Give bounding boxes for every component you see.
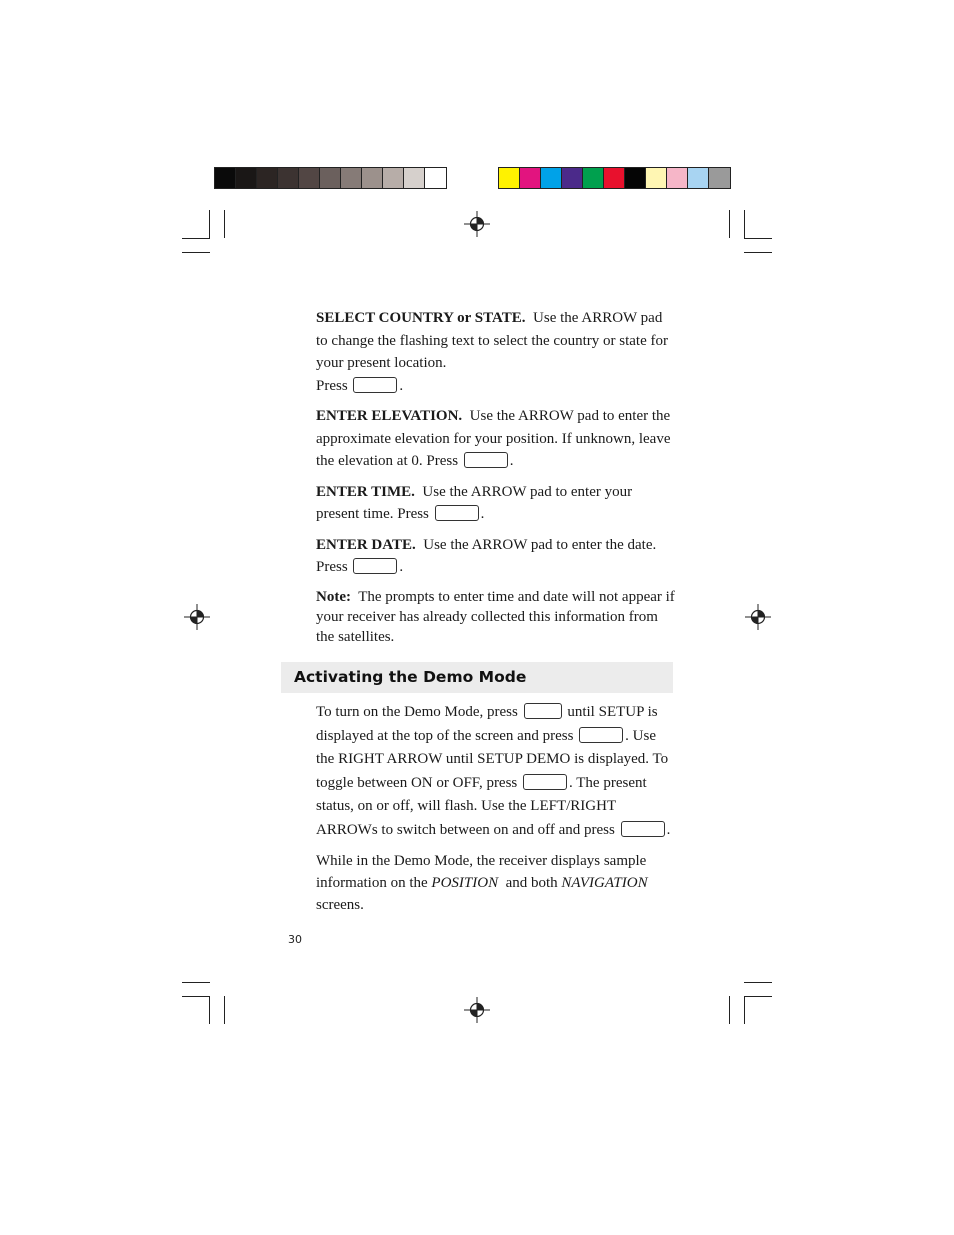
crop-mark xyxy=(729,210,730,238)
enter-key-icon xyxy=(353,377,397,393)
enter-date-title: ENTER DATE. xyxy=(316,536,416,553)
select-country-title: SELECT COUNTRY or STATE. xyxy=(316,310,526,326)
enter-key-icon xyxy=(435,505,479,521)
grayscale-swatch xyxy=(383,168,404,188)
enter-time-title: ENTER TIME. xyxy=(316,483,415,500)
grayscale-swatch xyxy=(278,168,299,188)
note-paragraph xyxy=(316,587,676,647)
color-swatch xyxy=(562,168,583,188)
enter-key-icon xyxy=(621,821,665,837)
demo-text-a: To turn on the Demo Mode, press xyxy=(316,704,518,720)
crop-mark xyxy=(224,996,225,1024)
grayscale-bar xyxy=(214,167,447,189)
enter-time-text: Use the ARROW pad to enter your present time. Press xyxy=(316,483,633,522)
period: . xyxy=(399,377,404,394)
enter-key-icon xyxy=(353,558,397,574)
crop-mark xyxy=(744,238,772,239)
crop-mark xyxy=(182,996,210,997)
demo-text-c: . Use the RIGHT ARROW until SETUP DEMO is displayed. To toggle between ON or OFF, press xyxy=(316,727,669,791)
registration-mark-icon xyxy=(464,211,490,237)
grayscale-swatch xyxy=(215,168,236,188)
demo-text-e: . xyxy=(666,821,671,838)
crop-mark xyxy=(744,210,745,238)
period: . xyxy=(399,559,404,575)
crop-mark xyxy=(744,996,772,997)
color-swatch xyxy=(625,168,646,188)
crop-mark xyxy=(209,210,210,238)
demo-info-c: screens. xyxy=(316,897,364,913)
registration-mark-icon xyxy=(745,604,771,630)
demo-mode-paragraph xyxy=(316,701,676,842)
color-swatch xyxy=(688,168,709,188)
color-swatch xyxy=(667,168,688,188)
grayscale-swatch xyxy=(341,168,362,188)
demo-text-b: until SETUP is displayed at the top of the screen and press xyxy=(316,704,658,744)
grayscale-swatch xyxy=(320,168,341,188)
enter-elevation-title: ENTER ELEVATION. xyxy=(316,408,463,424)
position-screen-name: POSITION xyxy=(431,875,499,891)
color-swatch xyxy=(541,168,562,188)
period: . xyxy=(509,453,514,469)
crop-mark xyxy=(729,996,730,1024)
grayscale-swatch xyxy=(404,168,425,188)
enter-key-icon xyxy=(579,727,623,743)
color-bar xyxy=(498,167,731,189)
grayscale-swatch xyxy=(425,168,446,188)
color-swatch xyxy=(499,168,520,188)
enter-key-icon xyxy=(464,452,508,468)
crop-mark xyxy=(182,252,210,253)
select-country-text: Use the ARROW pad to change the flashing text to select the country or state for your present location. xyxy=(316,310,668,371)
grayscale-swatch xyxy=(362,168,383,188)
press-label: Press xyxy=(316,559,348,575)
demo-text-d: . The present status, on or off, will flash. Use the LEFT/RIGHT ARROWs to switch between on and off and press xyxy=(316,774,647,838)
grayscale-swatch xyxy=(299,168,320,188)
registration-mark-icon xyxy=(184,604,210,630)
crop-mark xyxy=(182,238,210,239)
enter-elevation-paragraph xyxy=(316,405,676,473)
page-number: 30 xyxy=(288,933,302,946)
section-heading: Activating the Demo Mode xyxy=(281,662,673,693)
menu-key-icon xyxy=(524,703,562,719)
instructions-section xyxy=(316,307,676,655)
grayscale-swatch xyxy=(257,168,278,188)
registration-mark-icon xyxy=(464,997,490,1023)
enter-elevation-text: Use the ARROW pad to enter the approximate elevation for your position. If unknown, leave the elevation at 0. Press xyxy=(316,408,671,469)
navigation-screen-name: NAVIGATION xyxy=(561,875,648,891)
crop-mark xyxy=(744,252,772,253)
note-text: The prompts to enter time and date will not appear if your receiver has already collected this information from the satellites. xyxy=(316,588,675,645)
demo-mode-section xyxy=(316,701,676,924)
press-label: Press xyxy=(316,377,348,394)
color-swatch xyxy=(520,168,541,188)
color-swatch xyxy=(583,168,604,188)
color-swatch xyxy=(646,168,667,188)
select-country-paragraph xyxy=(316,307,676,375)
demo-info-b: and both xyxy=(505,875,558,891)
crop-mark xyxy=(744,996,745,1024)
enter-time-paragraph xyxy=(316,481,676,526)
grayscale-swatch xyxy=(236,168,257,188)
color-swatch xyxy=(709,168,730,188)
crop-mark xyxy=(224,210,225,238)
crop-mark xyxy=(182,982,210,983)
period: . xyxy=(480,506,485,522)
color-swatch xyxy=(604,168,625,188)
enter-key-icon xyxy=(523,774,567,790)
crop-mark xyxy=(744,982,772,983)
enter-date-text: Use the ARROW pad to enter the date. xyxy=(423,536,657,553)
note-label: Note: xyxy=(316,588,351,605)
demo-info-a: While in the Demo Mode, the receiver displays sample information on the xyxy=(316,853,647,891)
enter-date-paragraph xyxy=(316,534,676,579)
press-line xyxy=(316,375,676,398)
crop-mark xyxy=(209,996,210,1024)
demo-info-paragraph xyxy=(316,850,676,916)
